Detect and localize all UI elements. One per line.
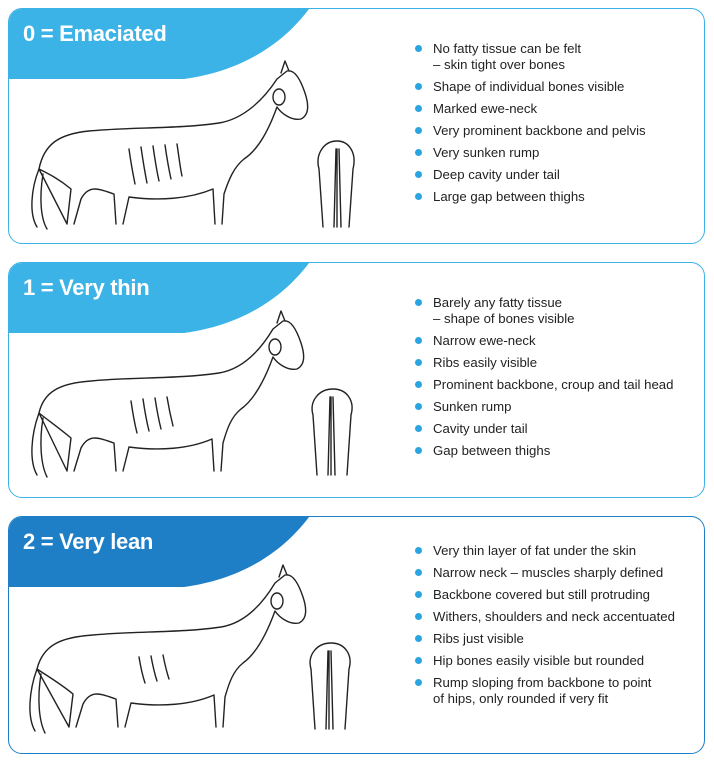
list-item: Very prominent backbone and pelvis: [413, 123, 703, 139]
horse-illustration: [19, 303, 389, 493]
list-item: Ribs just visible: [413, 631, 703, 647]
condition-card-very-thin: [8, 262, 705, 498]
feature-list: [413, 295, 703, 465]
list-item: Sunken rump: [413, 399, 703, 415]
bullet-dot-icon: [415, 547, 422, 554]
horse-illustration: [19, 557, 389, 747]
bullet-dot-icon: [415, 299, 422, 306]
list-item: No fatty tissue can be felt – skin tight over bones: [413, 41, 703, 73]
bullet-dot-icon: [415, 193, 422, 200]
list-item: Rump sloping from backbone to point of hips, only rounded if very fit: [413, 675, 703, 707]
bullet-dot-icon: [415, 403, 422, 410]
list-item: Backbone covered but still protruding: [413, 587, 703, 603]
bullet-dot-icon: [415, 83, 422, 90]
bullet-dot-icon: [415, 127, 422, 134]
list-item: Shape of individual bones visible: [413, 79, 703, 95]
feature-list: [413, 543, 703, 713]
list-item: Barely any fatty tissue – shape of bones visible: [413, 295, 703, 327]
bullet-dot-icon: [415, 337, 422, 344]
list-item: Gap between thighs: [413, 443, 703, 459]
list-item: Deep cavity under tail: [413, 167, 703, 183]
list-item: Cavity under tail: [413, 421, 703, 437]
bullet-dot-icon: [415, 657, 422, 664]
bullet-dot-icon: [415, 45, 422, 52]
bullet-dot-icon: [415, 569, 422, 576]
bullet-dot-icon: [415, 425, 422, 432]
card-title: 0 = Emaciated: [23, 21, 167, 46]
bullet-dot-icon: [415, 613, 422, 620]
feature-list: [413, 41, 703, 211]
bullet-dot-icon: [415, 679, 422, 686]
card-title: 2 = Very lean: [23, 529, 154, 554]
bullet-dot-icon: [415, 105, 422, 112]
card-title: 1 = Very thin: [23, 275, 150, 300]
bullet-dot-icon: [415, 591, 422, 598]
list-item: Narrow ewe-neck: [413, 333, 703, 349]
list-item: Very thin layer of fat under the skin: [413, 543, 703, 559]
list-item: Ribs easily visible: [413, 355, 703, 371]
list-item: Marked ewe-neck: [413, 101, 703, 117]
condition-card-emaciated: [8, 8, 705, 244]
bullet-dot-icon: [415, 447, 422, 454]
bullet-dot-icon: [415, 149, 422, 156]
list-item: Hip bones easily visible but rounded: [413, 653, 703, 669]
bullet-dot-icon: [415, 171, 422, 178]
list-item: Very sunken rump: [413, 145, 703, 161]
list-item: Large gap between thighs: [413, 189, 703, 205]
bullet-dot-icon: [415, 635, 422, 642]
bullet-dot-icon: [415, 359, 422, 366]
list-item: Prominent backbone, croup and tail head: [413, 377, 703, 393]
list-item: Narrow neck – muscles sharply defined: [413, 565, 703, 581]
bullet-dot-icon: [415, 381, 422, 388]
condition-card-very-lean: [8, 516, 705, 754]
horse-illustration: [19, 49, 389, 239]
list-item: Withers, shoulders and neck accentuated: [413, 609, 703, 625]
